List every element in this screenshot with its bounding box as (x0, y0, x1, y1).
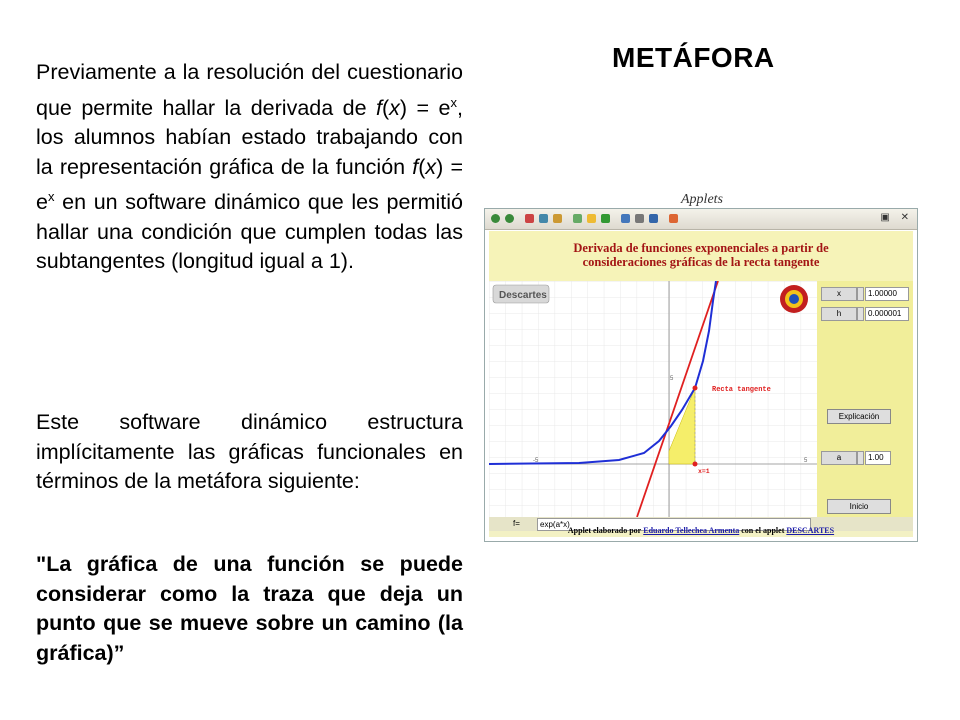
footer-mid: con el applet (741, 526, 785, 535)
x-tick-pos-label: 5 (804, 458, 808, 464)
search-icon (573, 214, 582, 223)
paragraph-intro: Previamente a la resolución del cuestionario que permite hallar la derivada de $f(x) = e^x$, los alumnos habían estado trabajando con la representación gráfica de la función $f(x) = e^x$ en un software dinámico que les permitió hallar una condición que cumplen todas las subtangentes (longitud igual a 1). (36, 60, 463, 274)
applet-header-line1: Derivada de funciones exponenciales a partir de (573, 241, 829, 255)
a-input[interactable]: 1.00 (865, 451, 891, 465)
tangent-point (693, 386, 698, 391)
y-tick-label: 5 (670, 376, 674, 382)
metaphor-quote: "La gráfica de una función se puede considerar como la traza que deja un punto que se mueve sobre un camino (la gráfica)” (36, 552, 463, 665)
footer-prefix: Applet elaborado por (567, 526, 642, 535)
descartes-logo-text: Descartes (499, 290, 547, 301)
h-input[interactable]: 0.000001 (865, 307, 909, 321)
applet-header-line2: consideraciones gráficas de la recta tangente (582, 255, 820, 269)
stop-icon (525, 214, 534, 223)
page-title: METÁFORA (612, 42, 775, 73)
axis-point (693, 462, 698, 467)
home-icon (553, 214, 562, 223)
x-label: x (821, 287, 857, 301)
tangent-label: Recta tangente (712, 386, 771, 394)
mail-icon (621, 214, 630, 223)
paragraph-software: Este software dinámico estructura implícitamente las gráficas funcionales en términos de la metáfora siguiente: (36, 410, 463, 493)
explain-button[interactable]: Explicación (827, 409, 891, 424)
refresh-icon (539, 214, 548, 223)
applet-header (489, 231, 913, 281)
formula-input[interactable]: exp(a*x) (537, 518, 811, 531)
a-spinner[interactable] (857, 451, 864, 465)
applet-footer (485, 521, 917, 541)
h-label: h (821, 307, 857, 321)
favorites-icon (587, 214, 596, 223)
window-controls-icon: ▣ ✕ (880, 212, 913, 223)
x-input[interactable]: 1.00000 (865, 287, 909, 301)
graph-grid (489, 281, 817, 517)
a-label: a (821, 451, 857, 465)
applets-caption: Applets (681, 192, 723, 207)
h-spinner[interactable] (857, 307, 864, 321)
history-icon (601, 214, 610, 223)
author-link[interactable]: Eduardo Tellechea Armenta (643, 526, 740, 535)
browser-toolbar (485, 209, 917, 230)
edit-icon (649, 214, 658, 223)
point-label: x=1 (698, 468, 710, 475)
applet-screenshot (484, 208, 918, 542)
control-panel (817, 281, 913, 517)
start-button[interactable]: Inicio (827, 499, 891, 514)
messenger-icon (669, 214, 678, 223)
function-graph (489, 281, 817, 517)
graph-svg (489, 281, 817, 517)
forward-icon (505, 214, 514, 223)
formula-label: f= (513, 519, 520, 528)
x-spinner[interactable] (857, 287, 864, 301)
x-tick-neg-label: -5 (533, 458, 539, 464)
back-icon (491, 214, 500, 223)
print-icon (635, 214, 644, 223)
applet-body (489, 231, 913, 537)
descartes-link[interactable]: DESCARTES (786, 526, 835, 535)
